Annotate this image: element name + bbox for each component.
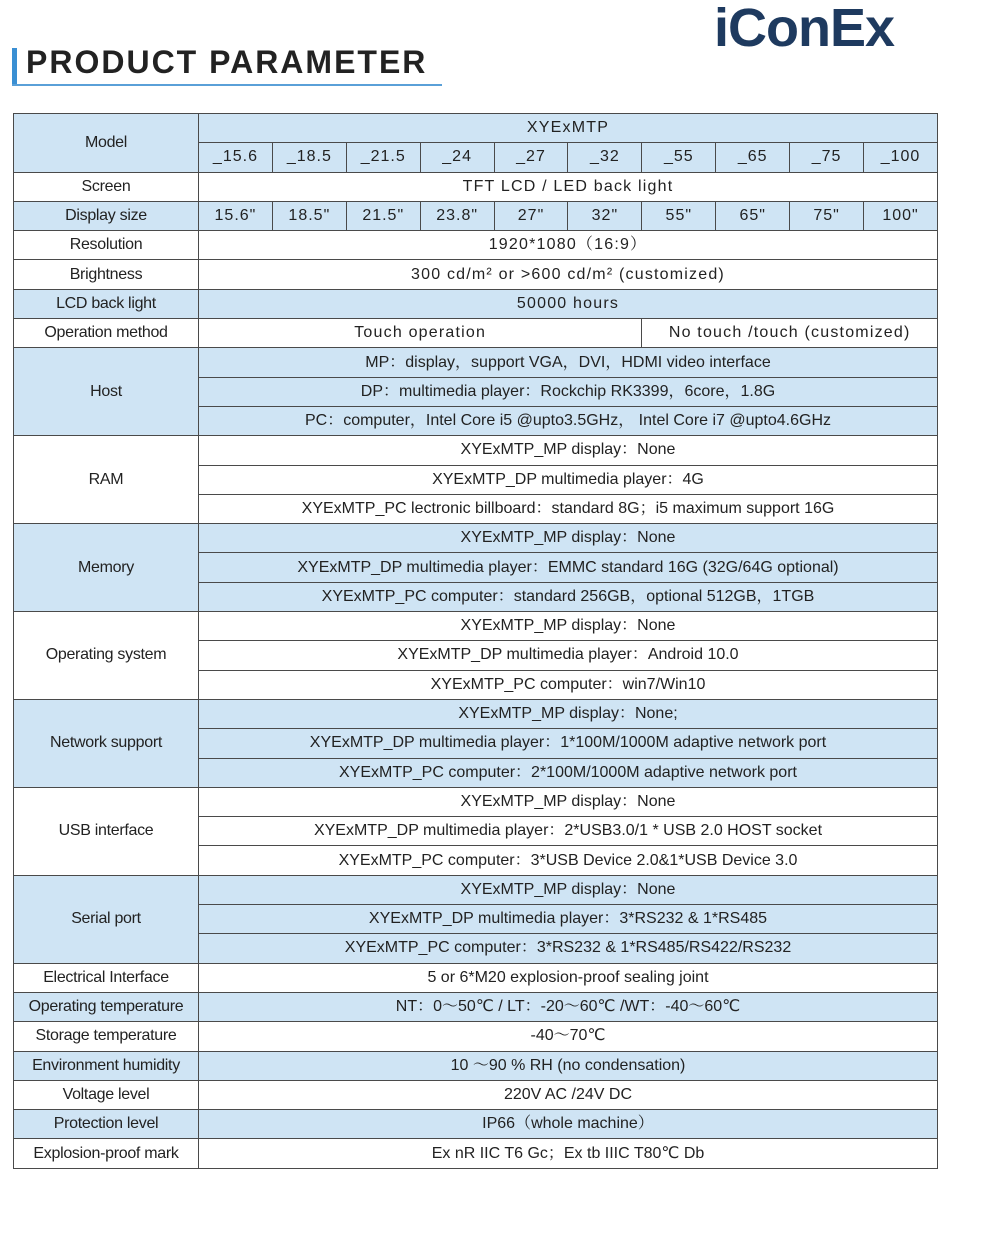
title-underline <box>12 84 442 86</box>
row-label-usb: USB interface <box>14 787 199 875</box>
model-variant: _15.6 <box>199 143 273 172</box>
table-row <box>14 1051 938 1080</box>
table-row <box>14 1139 938 1168</box>
serial-value: XYExMTP_DP multimedia player：3*RS232 & 1*RS485 <box>199 905 938 934</box>
table-row <box>14 1022 938 1051</box>
row-label-backlight: LCD back light <box>14 289 199 318</box>
table-row <box>14 1110 938 1139</box>
model-variant: _21.5 <box>346 143 420 172</box>
display-size-value: 15.6" <box>199 201 273 230</box>
voltage-value: 220V AC /24V DC <box>199 1080 938 1109</box>
os-value: XYExMTP_DP multimedia player：Android 10.0 <box>199 641 938 670</box>
model-variant: _24 <box>420 143 494 172</box>
memory-value: XYExMTP_MP display：None <box>199 524 938 553</box>
row-label-explosion-proof: Explosion-proof mark <box>14 1139 199 1168</box>
model-variant: _55 <box>642 143 716 172</box>
row-label-operation: Operation method <box>14 319 199 348</box>
title-accent-bar <box>12 48 17 86</box>
table-row <box>14 172 938 201</box>
host-value: PC：computer，Intel Core i5 @upto3.5GHz， Intel Core i7 @upto4.6GHz <box>199 406 938 435</box>
row-label-ram: RAM <box>14 436 199 524</box>
protection-value: IP66（whole machine） <box>199 1110 938 1139</box>
display-size-value: 21.5" <box>346 201 420 230</box>
table-row <box>14 875 938 904</box>
model-variant: _65 <box>716 143 790 172</box>
table-row <box>14 787 938 816</box>
memory-value: XYExMTP_PC computer：standard 256GB，optional 512GB，1TGB <box>199 582 938 611</box>
display-size-value: 100" <box>864 201 938 230</box>
row-label-display-size: Display size <box>14 201 199 230</box>
host-value: MP：display，support VGA，DVI，HDMI video interface <box>199 348 938 377</box>
row-label-network: Network support <box>14 699 199 787</box>
operation-left-value: Touch operation <box>199 319 642 348</box>
network-value: XYExMTP_DP multimedia player：1*100M/1000M adaptive network port <box>199 729 938 758</box>
row-label-operating-temperature: Operating temperature <box>14 992 199 1021</box>
os-value: XYExMTP_MP display：None <box>199 612 938 641</box>
iconex-logo <box>714 2 944 52</box>
table-row <box>14 260 938 289</box>
row-label-host: Host <box>14 348 199 436</box>
row-label-protection: Protection level <box>14 1110 199 1139</box>
display-size-value: 27" <box>494 201 568 230</box>
table-row <box>14 201 938 230</box>
svg-text:iConEx: iConEx <box>714 2 895 52</box>
model-variant: _100 <box>864 143 938 172</box>
humidity-value: 10 ～90 % RH (no condensation) <box>199 1051 938 1080</box>
operating-temperature-value: NT：0～50℃ / LT：-20～60℃ /WT：-40～60℃ <box>199 992 938 1021</box>
row-label-memory: Memory <box>14 524 199 612</box>
model-variant: _18.5 <box>272 143 346 172</box>
brightness-value: 300 cd/m² or >600 cd/m² (customized) <box>199 260 938 289</box>
table-row <box>14 524 938 553</box>
row-label-humidity: Environment humidity <box>14 1051 199 1080</box>
ram-value: XYExMTP_PC lectronic billboard：standard 8G；i5 maximum support 16G <box>199 494 938 523</box>
network-value: XYExMTP_MP display：None; <box>199 699 938 728</box>
model-series: XYExMTP <box>199 114 938 143</box>
explosion-proof-value: Ex nR IIC T6 Gc；Ex tb IIIC T80℃ Db <box>199 1139 938 1168</box>
network-value: XYExMTP_PC computer：2*100M/1000M adaptive network port <box>199 758 938 787</box>
display-size-value: 23.8" <box>420 201 494 230</box>
table-row <box>14 289 938 318</box>
table-row <box>14 699 938 728</box>
display-size-value: 75" <box>790 201 864 230</box>
host-value: DP：multimedia player：Rockchip RK3399，6core，1.8G <box>199 377 938 406</box>
electrical-value: 5 or 6*M20 explosion-proof sealing joint <box>199 963 938 992</box>
page-header <box>0 0 1000 100</box>
operation-right-value: No touch /touch (customized) <box>642 319 938 348</box>
product-parameter-table <box>13 113 938 1169</box>
display-size-value: 55" <box>642 201 716 230</box>
row-label-model: Model <box>14 114 199 173</box>
usb-value: XYExMTP_MP display：None <box>199 787 938 816</box>
table-row <box>14 348 938 377</box>
model-variant: _27 <box>494 143 568 172</box>
screen-value: TFT LCD / LED back light <box>199 172 938 201</box>
serial-value: XYExMTP_MP display：None <box>199 875 938 904</box>
display-size-value: 65" <box>716 201 790 230</box>
display-size-value: 32" <box>568 201 642 230</box>
ram-value: XYExMTP_MP display：None <box>199 436 938 465</box>
serial-value: XYExMTP_PC computer：3*RS232 & 1*RS485/RS422/RS232 <box>199 934 938 963</box>
display-size-value: 18.5" <box>272 201 346 230</box>
row-label-electrical: Electrical Interface <box>14 963 199 992</box>
table-row <box>14 436 938 465</box>
model-variant: _32 <box>568 143 642 172</box>
backlight-value: 50000 hours <box>199 289 938 318</box>
table-row <box>14 1080 938 1109</box>
row-label-resolution: Resolution <box>14 231 199 260</box>
table-row <box>14 612 938 641</box>
row-label-os: Operating system <box>14 612 199 700</box>
table-row <box>14 319 938 348</box>
usb-value: XYExMTP_DP multimedia player：2*USB3.0/1 * USB 2.0 HOST socket <box>199 817 938 846</box>
page-title: PRODUCT PARAMETER <box>26 44 428 80</box>
os-value: XYExMTP_PC computer：win7/Win10 <box>199 670 938 699</box>
row-label-serial: Serial port <box>14 875 199 963</box>
table-row <box>14 963 938 992</box>
row-label-brightness: Brightness <box>14 260 199 289</box>
row-label-voltage: Voltage level <box>14 1080 199 1109</box>
row-label-storage-temperature: Storage temperature <box>14 1022 199 1051</box>
resolution-value: 1920*1080（16:9） <box>199 231 938 260</box>
table-row <box>14 992 938 1021</box>
table-row <box>14 114 938 143</box>
row-label-screen: Screen <box>14 172 199 201</box>
model-variant: _75 <box>790 143 864 172</box>
ram-value: XYExMTP_DP multimedia player：4G <box>199 465 938 494</box>
usb-value: XYExMTP_PC computer：3*USB Device 2.0&1*USB Device 3.0 <box>199 846 938 875</box>
storage-temperature-value: -40～70℃ <box>199 1022 938 1051</box>
memory-value: XYExMTP_DP multimedia player：EMMC standard 16G (32G/64G optional) <box>199 553 938 582</box>
table-row <box>14 231 938 260</box>
